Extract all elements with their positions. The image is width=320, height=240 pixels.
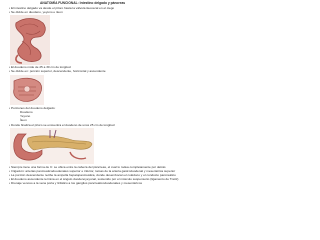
- document-page: [0, 0, 179, 198]
- length-line-1: • El duodeno mide de 25 a 30 cm de longitud: [9, 65, 71, 69]
- sections-heading: • Porciones del duodeno delgado:: [9, 106, 56, 110]
- bottom-line-4: • El duodeno ascendente termina en el ángulo duodenoyeyunal, sostenido por el músculo suspensorio (ligamento de Treitz): [9, 177, 179, 181]
- sections-item-1: Duodeno: [20, 110, 33, 114]
- small-intestine-image: [10, 15, 50, 65]
- bottom-line-1: • Siempre tiene una forma de C: se ubica entre la cabeza del páncreas, el cual lo rodea completamente por detrás: [9, 165, 166, 169]
- bottom-line-3: • La porción descendente recibe la ampolla hepatopancreática, donde desembocan el colédoco y el conducto pancreático: [9, 173, 176, 177]
- intro-line-2: • Se divide en duodeno, yeyuno e íleon: [9, 10, 63, 14]
- sections-item-2: Yeyuno: [20, 114, 31, 118]
- duodenum-section-image: [10, 75, 44, 105]
- bottom-line-5: • Drenaje venoso a la vena porta y linfático a los ganglios pancreaticoduodenales y mesentéricos: [9, 181, 142, 185]
- intro-line-1: • El intestino delgado va desde el píloro hasta la válvula ileocecal en el ciego: [9, 6, 115, 10]
- page-title: ANATOMÍA FUNCIONAL: Intestino delgado y páncreas: [40, 1, 126, 5]
- bottom-line-2: • Irrigación: arterias pancreaticoduodenales superior e inferior, ramas de la arteria gastroduodenal y mesentérica superior: [9, 169, 176, 173]
- length-line-2: • Se divide en: porción superior, descendente, horizontal y ascendente: [9, 69, 106, 73]
- sections-item-3: Íleon: [20, 118, 27, 122]
- duodenum-pancreas-image: [10, 128, 94, 164]
- duodenum-line: • Donde finaliza el píloro se encuentra el duodeno de unos 25 cm de longitud: [9, 123, 115, 127]
